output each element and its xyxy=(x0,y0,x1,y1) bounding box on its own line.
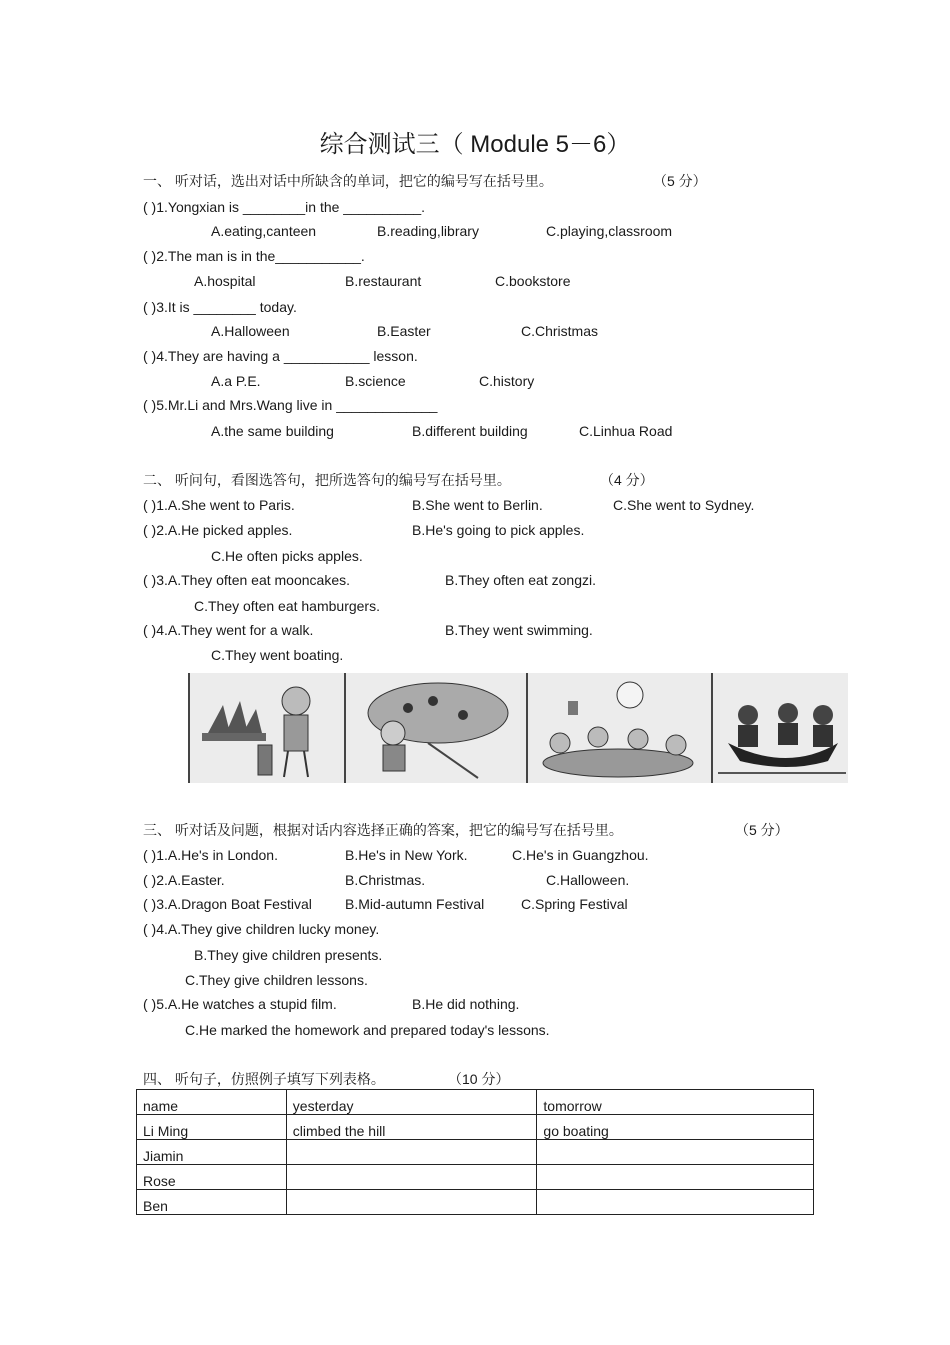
row-tomorrow[interactable] xyxy=(537,1190,814,1215)
row-yesterday: climbed the hill xyxy=(286,1115,537,1140)
s1-q1-option-c: C.playing,classroom xyxy=(546,223,673,239)
table-header-row xyxy=(137,1090,814,1115)
s2-question-1: ( )1.A.She went to Paris. xyxy=(143,497,295,513)
s2-q2-option-b: B.He's going to pick apples. xyxy=(412,522,585,538)
row-tomorrow[interactable] xyxy=(537,1165,814,1190)
s3-q4-option-c: C.They give children lessons. xyxy=(185,972,368,988)
picture-strip-illustration xyxy=(188,673,848,783)
s1-q3-option-a: A.Halloween xyxy=(211,323,290,339)
s1-q4-option-a: A.a P.E. xyxy=(211,373,261,389)
s1-question-3: ( )3.It is ________ today. xyxy=(143,299,297,315)
s2-q4-option-c: C.They went boating. xyxy=(211,647,344,663)
s1-q1-option-a: A.eating,canteen xyxy=(211,223,317,239)
s2-q4-option-b: B.They went swimming. xyxy=(445,622,593,638)
s1-q4-option-b: B.science xyxy=(345,373,406,389)
picture-strip xyxy=(188,673,848,783)
section-2-score: （4 分） xyxy=(600,472,654,488)
s1-q5-option-a: A.the same building xyxy=(211,423,334,439)
s3-q1-option-c: C.He's in Guangzhou. xyxy=(512,847,649,863)
s2-question-3: ( )3.A.They often eat mooncakes. xyxy=(143,572,350,588)
row-tomorrow[interactable] xyxy=(537,1140,814,1165)
s1-q2-option-b: B.restaurant xyxy=(345,273,422,289)
section-3-score: （5 分） xyxy=(735,822,789,838)
row-tomorrow: go boating xyxy=(537,1115,814,1140)
row-yesterday[interactable] xyxy=(286,1190,537,1215)
s3-q5-option-b: B.He did nothing. xyxy=(412,996,520,1012)
s1-q4-option-c: C.history xyxy=(479,373,535,389)
s1-q5-option-c: C.Linhua Road xyxy=(579,423,673,439)
header-yesterday: yesterday xyxy=(286,1090,537,1115)
s3-question-2: ( )2.A.Easter. xyxy=(143,872,225,888)
s1-q2-option-a: A.hospital xyxy=(194,273,256,289)
row-name: Li Ming xyxy=(137,1115,287,1140)
section-2-heading: 二、 听问句，看图选答句，把所选答句的编号写在括号里。 xyxy=(143,472,511,488)
row-yesterday[interactable] xyxy=(286,1165,537,1190)
header-tomorrow: tomorrow xyxy=(537,1090,814,1115)
s3-q3-option-b: B.Mid-autumn Festival xyxy=(345,896,485,912)
table-row xyxy=(137,1190,814,1215)
section-3-heading: 三、 听对话及问题，根据对话内容选择正确的答案，把它的编号写在括号里。 xyxy=(143,822,623,838)
s1-question-1: ( )1.Yongxian is ________in the __________. xyxy=(143,199,426,215)
s3-q3-option-c: C.Spring Festival xyxy=(521,896,628,912)
section-1-score: （5 分） xyxy=(653,173,707,189)
s2-q1-option-c: C.She went to Sydney. xyxy=(613,497,755,513)
section-4-heading: 四、 听句子，仿照例子填写下列表格。 xyxy=(143,1071,385,1087)
row-name: Ben xyxy=(137,1190,287,1215)
s1-q5-option-b: B.different building xyxy=(412,423,528,439)
s1-q2-option-c: C.bookstore xyxy=(495,273,571,289)
s2-q2-option-c: C.He often picks apples. xyxy=(211,548,363,564)
row-yesterday[interactable] xyxy=(286,1140,537,1165)
answer-table xyxy=(136,1089,814,1215)
s3-question-3: ( )3.A.Dragon Boat Festival xyxy=(143,896,312,912)
s1-q1-option-b: B.reading,library xyxy=(377,223,479,239)
section-1-heading: 一、 听对话，选出对话中所缺含的单词，把它的编号写在括号里。 xyxy=(143,173,553,189)
s3-q2-option-c: C.Halloween. xyxy=(546,872,630,888)
table-row xyxy=(137,1165,814,1190)
section-4-score: （10 分） xyxy=(448,1071,510,1087)
s1-q3-option-c: C.Christmas xyxy=(521,323,599,339)
s3-question-4: ( )4.A.They give children lucky money. xyxy=(143,921,380,937)
s3-q5-option-c: C.He marked the homework and prepared today's lessons. xyxy=(185,1022,550,1038)
s3-question-5: ( )5.A.He watches a stupid film. xyxy=(143,996,337,1012)
table-row xyxy=(137,1115,814,1140)
s2-q3-option-b: B.They often eat zongzi. xyxy=(445,572,596,588)
page-title: 综合测试三（ Module 5－6） xyxy=(319,131,631,158)
s1-question-4: ( )4.They are having a ___________ lesson. xyxy=(143,348,418,364)
s3-q4-option-b: B.They give children presents. xyxy=(194,947,383,963)
s3-q2-option-b: B.Christmas. xyxy=(345,872,426,888)
row-name: Jiamin xyxy=(137,1140,287,1165)
header-name: name xyxy=(137,1090,287,1115)
table-row xyxy=(137,1140,814,1165)
row-name: Rose xyxy=(137,1165,287,1190)
s2-question-2: ( )2.A.He picked apples. xyxy=(143,522,293,538)
s3-q1-option-b: B.He's in New York. xyxy=(345,847,468,863)
s2-q1-option-b: B.She went to Berlin. xyxy=(412,497,543,513)
s2-question-4: ( )4.A.They went for a walk. xyxy=(143,622,314,638)
s1-q3-option-b: B.Easter xyxy=(377,323,431,339)
s2-q3-option-c: C.They often eat hamburgers. xyxy=(194,598,380,614)
s1-question-2: ( )2.The man is in the___________. xyxy=(143,248,365,264)
s1-question-5: ( )5.Mr.Li and Mrs.Wang live in _____________ xyxy=(143,397,438,413)
s3-question-1: ( )1.A.He's in London. xyxy=(143,847,278,863)
